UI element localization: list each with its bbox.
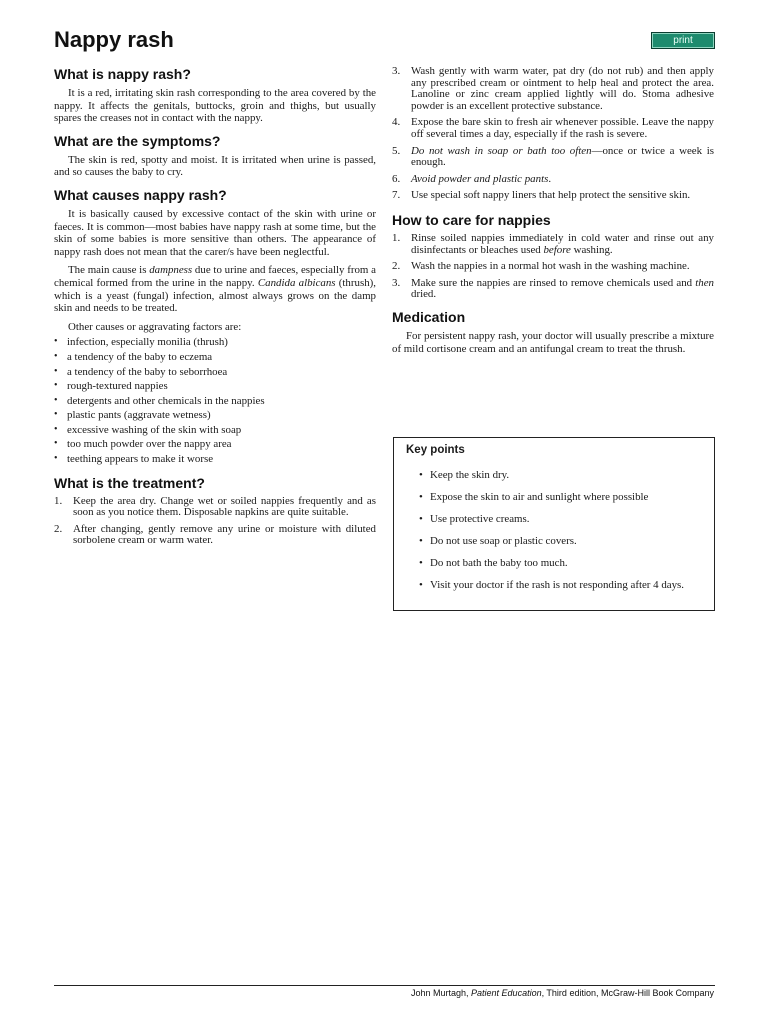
list-item: • a tendency of the baby to seborrhoea	[54, 365, 376, 380]
list-item: • Expose the skin to air and sunlight where possible	[406, 490, 702, 504]
list-item: 7. Use special soft nappy liners that help protect the sensitive skin.	[392, 189, 691, 202]
list-item: 5. Do not wash in soap or bath too often—once or twice a week is enough.	[392, 144, 714, 169]
causes-paragraph-3: Other causes or aggravating factors are:	[68, 320, 242, 333]
list-item: • infection, especially monilia (thrush)	[54, 335, 376, 350]
heading-causes: What causes nappy rash?	[54, 186, 227, 203]
heading-medication: Medication	[392, 308, 466, 325]
list-item: 1. Keep the area dry. Change wet or soiled nappies frequently and as soon as you notice them. Disposable napkins are quite suitable.	[54, 494, 376, 519]
list-item: • rough-textured nappies	[54, 379, 376, 394]
heading-symptoms: What are the symptoms?	[54, 132, 221, 149]
left-column	[54, 66, 376, 555]
section-treatment	[54, 475, 376, 547]
list-item: 1. Rinse soiled nappies immediately in cold water and rinse out any disinfectants or bleaches used before washing.	[392, 231, 714, 256]
causes-paragraph-1: It is basically caused by excessive contact of the skin with urine or faeces. It is common—most babies have nappy rash at some time, but the skin of some babies is more sensitive than others. The appearance of nappy rash does not mean that the carer/s have been neglectful.	[54, 207, 376, 258]
list-item: • too much powder over the nappy area	[54, 437, 376, 452]
key-points-list	[406, 468, 702, 592]
section-symptoms	[54, 133, 376, 179]
list-item: • excessive washing of the skin with soap	[54, 423, 376, 438]
list-item: 6. Avoid powder and plastic pants.	[392, 172, 552, 185]
list-item: • teething appears to make it worse	[54, 452, 376, 467]
causes-paragraph-2: The main cause is dampness due to urine and faeces, especially from a chemical formed from the urine in the nappy. Candida albicans (thrush), which is a yeast (fungal) infection, almost always grows on the damp skin and needs to be treated.	[54, 264, 376, 315]
section-medication	[392, 309, 714, 355]
footer-credit: John Murtagh, Patient Education, Third edition, McGraw-Hill Book Company	[410, 988, 714, 998]
section-what-is	[54, 66, 376, 125]
key-points-box	[393, 437, 715, 611]
heading-treatment: What is the treatment?	[54, 474, 205, 491]
symptoms-text: The skin is red, spotty and moist. It is irritated when urine is passed, and so causes the baby to cry.	[54, 153, 376, 179]
section-causes	[54, 187, 376, 467]
what-is-text: It is a red, irritating skin rash corresponding to the area covered by the nappy. It affects the genitals, buttocks, groin and thighs, but usually spares the creases not in contact with the nappy.	[54, 87, 376, 125]
print-button[interactable]: print	[651, 32, 715, 49]
list-item: 3. Make sure the nappies are rinsed to remove chemicals used and then dried.	[392, 276, 714, 301]
list-item: 2. After changing, gently remove any urine or moisture with diluted sorbolene cream or warm water.	[54, 522, 376, 547]
heading-care: How to care for nappies	[392, 211, 551, 228]
list-item: • a tendency of the baby to eczema	[54, 350, 376, 365]
list-item: • Visit your doctor if the rash is not responding after 4 days.	[406, 578, 702, 592]
treatment-steps	[54, 496, 376, 547]
list-item: 4. Expose the bare skin to fresh air whenever possible. Leave the nappy off several times a day, especially if the rash is severe.	[392, 116, 714, 140]
medication-text: For persistent nappy rash, your doctor will usually prescribe a mixture of mild cortisone cream and an antifungal cream to treat the thrush.	[392, 329, 714, 355]
right-column	[392, 66, 714, 363]
list-item: • plastic pants (aggravate wetness)	[54, 408, 376, 423]
list-item: 3. Wash gently with warm water, pat dry (do not rub) and then apply any prescribed cream or ointment to help heal and protect the area. Lanoline or zinc cream applied lightly will do. Stoma adhesive powder is an excellent protective substance.	[392, 65, 714, 112]
key-points-heading: Key points	[406, 444, 465, 456]
list-item: • Use protective creams.	[406, 512, 702, 526]
page-title: Nappy rash	[54, 27, 174, 52]
list-item: • detergents and other chemicals in the nappies	[54, 394, 376, 409]
heading-what-is: What is nappy rash?	[54, 66, 191, 82]
list-item: • Do not bath the baby too much.	[406, 556, 702, 570]
care-steps	[392, 233, 714, 301]
list-item: 2. Wash the nappies in a normal hot wash in the washing machine.	[392, 260, 690, 273]
section-care	[392, 212, 714, 301]
footer-divider	[54, 985, 715, 986]
list-item: • Keep the skin dry.	[406, 468, 702, 482]
factors-list	[54, 335, 376, 466]
list-item: • Do not use soap or plastic covers.	[406, 534, 702, 548]
treatment-steps-continued	[392, 66, 714, 202]
